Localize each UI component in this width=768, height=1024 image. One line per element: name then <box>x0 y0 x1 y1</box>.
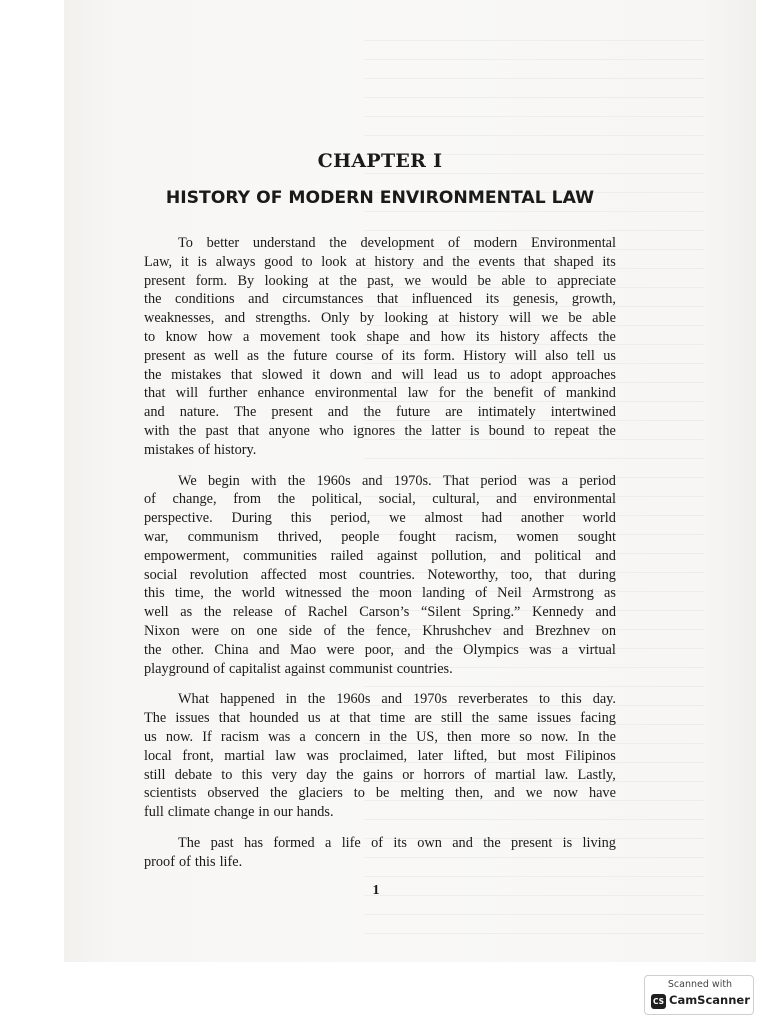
paragraph <box>144 690 616 822</box>
text-line: scientists observed the glaciers to be melting then, and we now have <box>144 785 616 802</box>
text-line: and nature. The present and the future are intimately intertwined <box>144 404 616 421</box>
text-line: that will further enhance environmental law for the benefit of mankind <box>144 385 616 402</box>
text-line: with the past that anyone who ignores the latter is bound to repeat the <box>144 422 616 439</box>
text-line: us now. If racism was a concern in the US, then more so now. In the <box>144 728 616 745</box>
text-line: present form. By looking at the past, we would be able to appreciate <box>144 272 616 289</box>
text-line: the conditions and circumstances that influenced its genesis, growth, <box>144 291 616 308</box>
paragraph <box>144 834 616 872</box>
text-line: Nixon were on one side of the fence, Khrushchev and Brezhnev on <box>144 622 616 639</box>
text-line: empowerment, communities railed against pollution, and political and <box>144 547 616 564</box>
body-text <box>144 234 616 872</box>
text-line: playground of capitalist against communist countries. <box>144 660 453 677</box>
text-line: The issues that hounded us at that time are still the same issues facing <box>144 710 616 727</box>
text-line: of change, from the political, social, cultural, and environmental <box>144 491 616 508</box>
camscanner-watermark <box>644 975 754 1015</box>
text-line: still debate to this very day the gains or horrors of martial law. Lastly, <box>144 766 616 783</box>
watermark-caption: Scanned with <box>667 979 733 990</box>
text-line: weaknesses, and strengths. Only by looking at history will we be able <box>144 310 616 327</box>
chapter-label: CHAPTER I <box>317 150 443 172</box>
text-line: the other. China and Mao were poor, and the Olympics was a virtual <box>144 641 616 658</box>
text-line: We begin with the 1960s and 1970s. That period was a period <box>178 472 616 489</box>
text-line: well as the release of Rachel Carson’s “Silent Spring.” Kennedy and <box>144 604 616 621</box>
chapter-title: HISTORY OF MODERN ENVIRONMENTAL LAW <box>165 188 595 208</box>
text-line: local front, martial law was proclaimed, later lifted, but most Filipinos <box>144 747 616 764</box>
text-line: the mistakes that slowed it down and will lead us to adopt approaches <box>144 366 616 383</box>
text-line: To better understand the development of modern Environmental <box>178 235 616 251</box>
text-line: full climate change in our hands. <box>144 804 334 821</box>
text-line: mistakes of history. <box>144 441 257 458</box>
text-line: The past has formed a life of its own and the present is living <box>178 834 616 851</box>
paragraph <box>144 234 616 460</box>
text-line: proof of this life. <box>144 853 243 870</box>
text-line: perspective. During this period, we almost had another world <box>144 510 616 527</box>
text-line: war, communism thrived, people fought racism, women sought <box>144 528 616 545</box>
page-number: 1 <box>372 883 380 898</box>
text-line: this time, the world witnessed the moon landing of Neil Armstrong as <box>144 585 616 602</box>
paragraph <box>144 472 616 679</box>
text-line: Law, it is always good to look at history and the events that shaped its <box>144 253 616 270</box>
camscanner-logo-icon: CS <box>651 994 666 1009</box>
text-line: What happened in the 1960s and 1970s reverberates to this day. <box>178 691 616 708</box>
text-line: present as well as the future course of its form. History will also tell us <box>144 347 616 364</box>
text-line: to know how a movement took shape and how its history affects the <box>144 328 616 345</box>
page-content <box>144 146 616 884</box>
text-line: social revolution affected most countries. Noteworthy, too, that during <box>144 566 616 583</box>
watermark-brand: CamScanner <box>669 993 750 1007</box>
